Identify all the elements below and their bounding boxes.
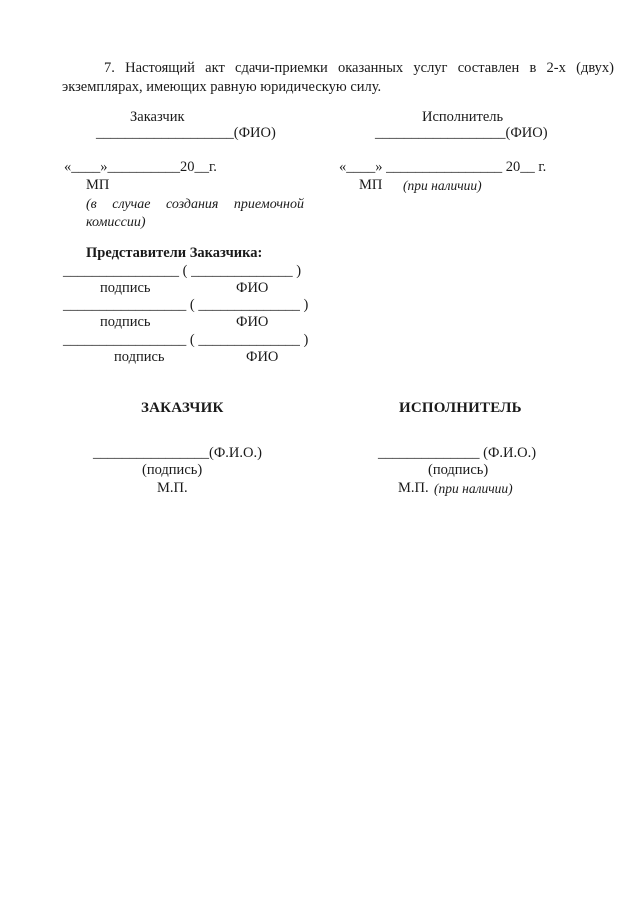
bottom-contractor-stamp-note: (при наличии) bbox=[434, 481, 513, 496]
rep-sign-label-1: подпись bbox=[100, 280, 151, 296]
paragraph-7 bbox=[62, 59, 614, 97]
rep-sign-label-2: подпись bbox=[100, 314, 151, 330]
rep-name-label-3: ФИО bbox=[246, 349, 279, 365]
rep-line-3: _________________ ( ______________ ) bbox=[63, 332, 309, 348]
representatives-title: Представители Заказчика: bbox=[86, 245, 263, 261]
paragraph-number: 7. bbox=[104, 60, 115, 76]
paragraph-text: Настоящий акт сдачи-приемки оказанных услуг составлен в 2-х (двух) экземплярах, имеющих равную юридическую силу. bbox=[62, 60, 615, 95]
rep-name-label-1: ФИО bbox=[236, 280, 269, 296]
contractor-label: Исполнитель bbox=[422, 109, 504, 125]
customer-stamp: МП bbox=[86, 177, 110, 193]
customer-commission-note bbox=[86, 196, 304, 232]
bottom-customer-stamp: М.П. bbox=[157, 480, 188, 496]
customer-label: Заказчик bbox=[130, 109, 185, 125]
bottom-contractor-name-line: ______________ (Ф.И.О.) bbox=[378, 445, 537, 461]
rep-line-2: _________________ ( ______________ ) bbox=[63, 297, 309, 313]
customer-date-line: «____»__________20__г. bbox=[64, 159, 217, 175]
customer-name-line: ___________________(ФИО) bbox=[96, 125, 276, 141]
contractor-stamp-note: (при наличии) bbox=[403, 178, 482, 193]
bottom-customer-sign-label: (подпись) bbox=[142, 462, 203, 478]
customer-note-line2: комиссии) bbox=[86, 215, 146, 230]
contractor-stamp: МП bbox=[359, 177, 383, 193]
contractor-name-line: __________________(ФИО) bbox=[375, 125, 548, 141]
rep-sign-label-3: подпись bbox=[114, 349, 165, 365]
rep-line-1: ________________ ( ______________ ) bbox=[63, 263, 302, 279]
bottom-contractor-stamp: М.П. bbox=[398, 480, 429, 496]
contractor-date-line: «____» ________________ 20__ г. bbox=[339, 159, 547, 175]
customer-note-line1: (в случае создания приемочной bbox=[86, 197, 304, 212]
contractor-heading: ИСПОЛНИТЕЛЬ bbox=[399, 400, 522, 416]
bottom-contractor-sign-label: (подпись) bbox=[428, 462, 489, 478]
customer-heading: ЗАКАЗЧИК bbox=[141, 400, 224, 416]
rep-name-label-2: ФИО bbox=[236, 314, 269, 330]
bottom-customer-name-line: ________________(Ф.И.О.) bbox=[93, 445, 262, 461]
